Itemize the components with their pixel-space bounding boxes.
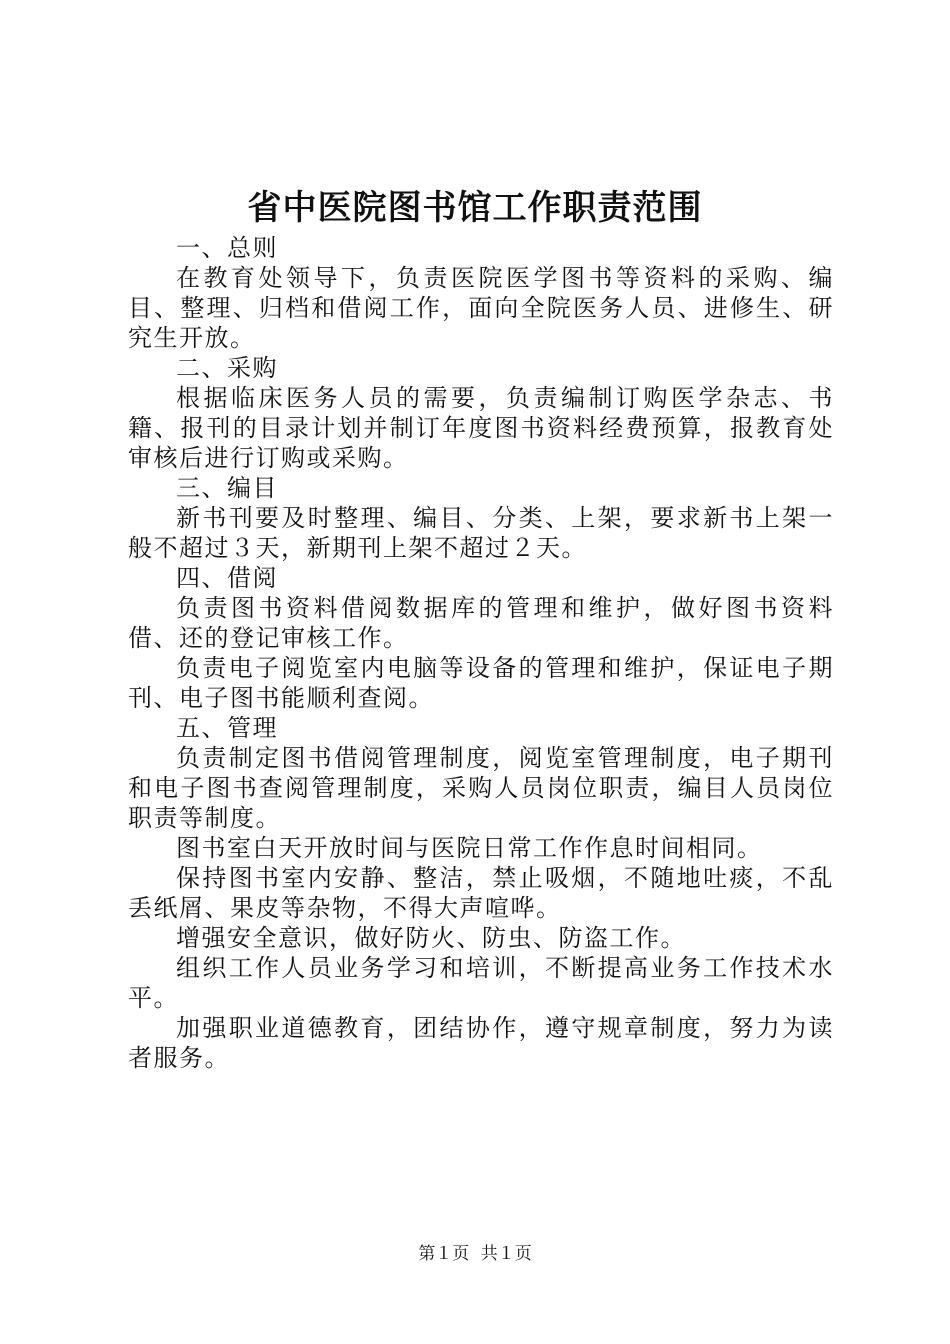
section-heading: 二、采购 (176, 354, 278, 382)
paragraph: 负责电子阅览室内电脑等设备的管理和维护，保证电子期刊、电子图书能顺利查阅。 (128, 654, 834, 712)
paragraph: 组织工作人员业务学习和培训，不断提高业务工作技术水平。 (128, 954, 834, 1012)
paragraph: 负责图书资料借阅数据库的管理和维护，做好图书资料借、还的登记审核工作。 (128, 594, 834, 652)
page-total: 共１页 (480, 1244, 532, 1264)
document-body (128, 233, 834, 1073)
document-title: 省中医院图书馆工作职责范围 (247, 188, 703, 228)
paragraph: 负责制定图书借阅管理制度，阅览室管理制度，电子期刊和电子图书查阅管理制度，采购人员岗位职责，编目人员岗位职责等制度。 (128, 744, 834, 832)
section-heading: 一、总则 (176, 234, 278, 262)
section-heading: 三、编目 (176, 474, 278, 502)
paragraph: 新书刊要及时整理、编目、分类、上架，要求新书上架一般不超过３天，新期刊上架不超过２天。 (128, 504, 834, 562)
paragraph: 图书室白天开放时间与医院日常工作作息时间相同。 (176, 834, 763, 862)
paragraph: 根据临床医务人员的需要，负责编制订购医学杂志、书籍、报刊的目录计划并制订年度图书资料经费预算，报教育处审核后进行订购或采购。 (128, 384, 834, 472)
paragraph: 加强职业道德教育，团结协作，遵守规章制度，努力为读者服务。 (128, 1014, 834, 1072)
page-footer (0, 1243, 950, 1265)
section-heading: 四、借阅 (176, 564, 278, 592)
paragraph: 在教育处领导下，负责医院医学图书等资料的采购、编目、整理、归档和借阅工作，面向全院医务人员、进修生、研究生开放。 (128, 264, 834, 352)
section-heading: 五、管理 (176, 714, 278, 742)
paragraph: 增强安全意识，做好防火、防虫、防盗工作。 (176, 924, 686, 952)
page-number: 第１页 (418, 1244, 470, 1264)
paragraph: 保持图书室内安静、整洁，禁止吸烟，不随地吐痰，不乱丢纸屑、果皮等杂物，不得大声喧哗。 (128, 864, 834, 922)
